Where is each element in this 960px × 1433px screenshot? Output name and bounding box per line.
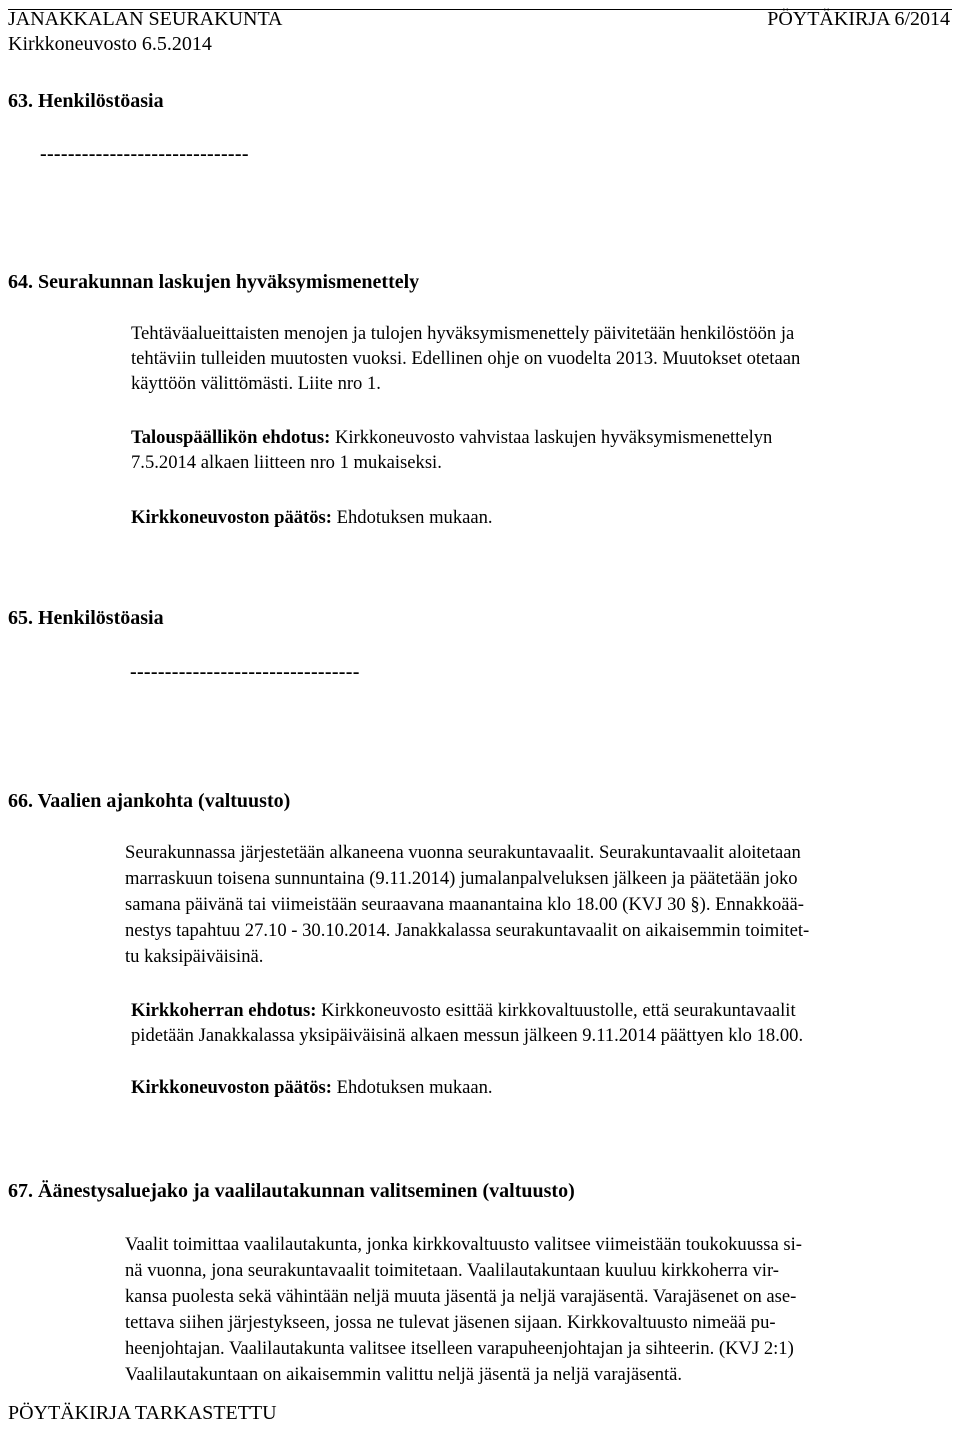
section-64-body-line: Tehtäväalueittaisten menojen ja tulojen hyväksymismenettely päivitetään henkilöstöön ja [131, 323, 795, 344]
section-66-decision [131, 1075, 493, 1100]
section-64-body-line: tehtäviin tulleiden muutosten vuoksi. Edellinen ohje on vuodelta 2013. Muutokset otetaan [131, 348, 801, 369]
proposal-text: Kirkkoneuvosto esittää kirkkovaltuustolle, että seurakuntavaalit [321, 1000, 796, 1021]
proposal-label: Talouspäällikön ehdotus: [131, 427, 331, 448]
decision-text: Ehdotuksen mukaan. [336, 507, 493, 528]
section-64-body-line: käyttöön välittömästi. Liite nro 1. [131, 373, 381, 394]
section-66-proposal [131, 998, 796, 1023]
section-67-body-line: kansa puolesta sekä vähintään neljä muuta jäsentä ja neljä varajäsentä. Varajäsenet on ase- [125, 1286, 797, 1307]
section-66-body-line: marraskuun toisena sunnuntaina (9.11.2014) jumalanpalveluksen jälkeen ja päätetään joko [125, 868, 798, 889]
document-number: PÖYTÄKIRJA 6/2014 [767, 8, 950, 30]
section-66-body-line: samana päivänä tai viimeistään seuraavana maanantaina klo 18.00 (KVJ 30 §). Ennakkoää- [125, 894, 804, 915]
organization-name: JANAKKALAN SEURAKUNTA [8, 8, 283, 30]
decision-text: Ehdotuksen mukaan. [336, 1077, 493, 1098]
section-65-title: 65. Henkilöstöasia [8, 607, 164, 629]
section-67-body-line: Vaalilautakuntaan on aikaisemmin valittu neljä jäsentä ja neljä varajäsentä. [125, 1364, 683, 1385]
section-65-dashes: --------------------------------- [130, 661, 360, 683]
section-63-dashes: ------------------------------ [40, 143, 249, 165]
section-64-proposal [131, 425, 772, 450]
section-64-decision [131, 505, 493, 530]
section-64-proposal-line: 7.5.2014 alkaen liitteen nro 1 mukaiseksi. [131, 452, 442, 473]
section-63-title: 63. Henkilöstöasia [8, 90, 164, 112]
decision-label: Kirkkoneuvoston päätös: [131, 507, 332, 528]
section-67-body-line: heenjohtajan. Vaalilautakunta valitsee itselleen varapuheenjohtajan ja sihteerin. (KVJ 2:1) [125, 1338, 794, 1359]
section-66-body-line: Seurakunnassa järjestetään alkaneena vuonna seurakuntavaalit. Seurakuntavaalit aloitetaan [125, 842, 801, 863]
section-66-title: 66. Vaalien ajankohta (valtuusto) [8, 790, 291, 812]
section-64-title: 64. Seurakunnan laskujen hyväksymismenettely [8, 271, 420, 293]
proposal-text: Kirkkoneuvosto vahvistaa laskujen hyväksymismenettelyn [334, 427, 773, 448]
footer-checked-label: PÖYTÄKIRJA TARKASTETTU [8, 1402, 277, 1424]
section-67-body-line: nä vuonna, jona seurakuntavaalit toimitetaan. Vaalilautakuntaan kuuluu kirkkoherra vir- [125, 1260, 779, 1281]
section-66-proposal-line: pidetään Janakkalassa yksipäiväisinä alkaen messun jälkeen 9.11.2014 päättyen klo 18.00. [131, 1025, 804, 1046]
section-67-body-line: Vaalit toimittaa vaalilautakunta, jonka kirkkovaltuusto valitsee viimeistään toukokuussa si- [125, 1234, 802, 1255]
section-66-body-line: nestys tapahtuu 27.10 - 30.10.2014. Janakkalassa seurakuntavaalit on aikaisemmin toimitet- [125, 920, 810, 941]
section-67-body-line: tettava siihen järjestykseen, jossa ne tulevat jäsenen sijaan. Kirkkovaltuusto nimeää pu- [125, 1312, 776, 1333]
section-67-title: 67. Äänestysaluejako ja vaalilautakunnan valitseminen (valtuusto) [8, 1180, 575, 1202]
decision-label: Kirkkoneuvoston päätös: [131, 1077, 332, 1098]
section-66-body-line: tu kaksipäiväisinä. [125, 946, 264, 967]
meeting-title: Kirkkoneuvosto 6.5.2014 [8, 33, 212, 55]
proposal-label: Kirkkoherran ehdotus: [131, 1000, 317, 1021]
